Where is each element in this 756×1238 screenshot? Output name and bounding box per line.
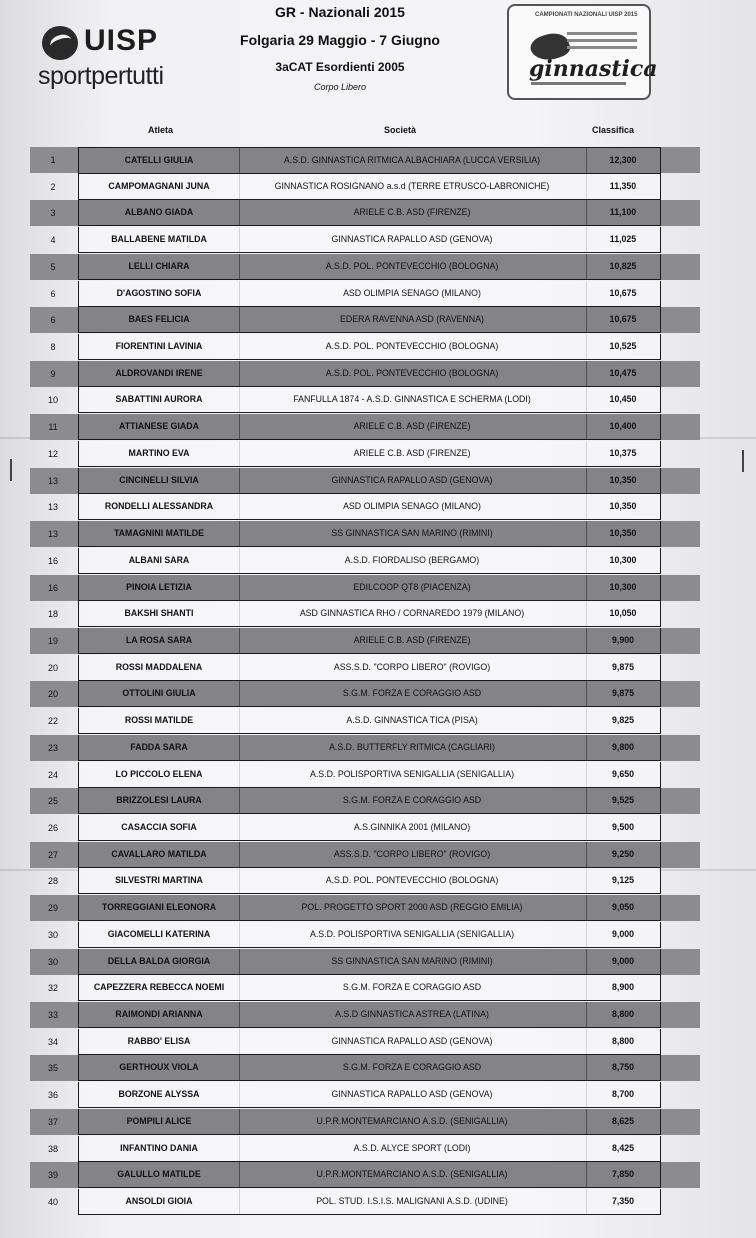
- club-cell: A.S.D. POL. PONTEVECCHIO (BOLOGNA): [238, 361, 587, 387]
- table-row: [30, 441, 700, 467]
- table-row: [30, 1109, 700, 1135]
- score-cell: 7,350: [586, 1189, 661, 1215]
- uisp-logo-icon: [42, 26, 78, 60]
- club-cell: A.S.D. ALYCE SPORT (LODI): [238, 1136, 587, 1162]
- column-header-athlete: Atleta: [148, 125, 174, 135]
- athlete-cell: CAMPOMAGNANI JUNA: [78, 174, 240, 200]
- club-cell: A.S.D. POLISPORTIVA SENIGALLIA (SENIGALLIA): [238, 922, 587, 948]
- table-row: [30, 1002, 700, 1028]
- club-cell: A.S.D. FIORDALISO (BERGAMO): [238, 548, 587, 574]
- rank-cell: 20: [47, 663, 58, 673]
- athlete-cell: FADDA SARA: [78, 735, 240, 761]
- club-cell: A.S.D. POLISPORTIVA SENIGALLIA (SENIGALLIA): [238, 762, 587, 788]
- athlete-cell: SABATTINI AURORA: [78, 387, 240, 413]
- rank-cell: 3: [50, 208, 56, 218]
- score-cell: 10,375: [586, 441, 661, 467]
- score-cell: 8,800: [586, 1029, 661, 1055]
- athlete-cell: MARTINO EVA: [78, 441, 240, 467]
- table-row: [30, 1082, 700, 1108]
- table-row: [30, 361, 700, 387]
- athlete-cell: RAIMONDI ARIANNA: [78, 1002, 240, 1028]
- score-cell: 9,525: [586, 788, 661, 814]
- table-row: [30, 681, 700, 707]
- club-cell: EDILCOOP QT8 (PIACENZA): [238, 575, 587, 601]
- club-cell: ARIELE C.B. ASD (FIRENZE): [238, 441, 587, 467]
- rank-cell: 30: [47, 930, 58, 940]
- badge-caption: CAMPIONATI NAZIONALI UISP 2015: [535, 12, 638, 18]
- athlete-cell: BORZONE ALYSSA: [78, 1082, 240, 1108]
- rank-cell: 20: [47, 689, 58, 699]
- score-cell: 10,350: [586, 521, 661, 547]
- score-cell: 11,350: [586, 174, 661, 200]
- club-cell: SS GINNASTICA SAN MARINO (RIMINI): [238, 521, 587, 547]
- club-cell: A.S.D. BUTTERFLY RITMICA (CAGLIARI): [238, 735, 587, 761]
- score-cell: 11,100: [586, 200, 661, 226]
- club-cell: GINNASTICA RAPALLO ASD (GENOVA): [238, 468, 587, 494]
- table-row: [30, 227, 700, 253]
- club-cell: S.G.M. FORZA E CORAGGIO ASD: [238, 1055, 587, 1081]
- club-cell: A.S.D. POL. PONTEVECCHIO (BOLOGNA): [238, 868, 587, 894]
- score-cell: 8,900: [586, 975, 661, 1001]
- table-row: [30, 655, 700, 681]
- table-row: [30, 1136, 700, 1162]
- score-cell: 9,825: [586, 708, 661, 734]
- rank-cell: 40: [47, 1197, 58, 1207]
- athlete-cell: GERTHOUX VIOLA: [78, 1055, 240, 1081]
- rank-cell: 30: [47, 957, 58, 967]
- table-row: [30, 842, 700, 868]
- club-cell: ARIELE C.B. ASD (FIRENZE): [238, 414, 587, 440]
- club-cell: U.P.R.MONTEMARCIANO A.S.D. (SENIGALLIA): [238, 1109, 587, 1135]
- table-row: [30, 868, 700, 894]
- athlete-cell: CINCINELLI SILVIA: [78, 468, 240, 494]
- score-cell: 9,650: [586, 762, 661, 788]
- rank-cell: 2: [50, 182, 56, 192]
- club-cell: A.S.D GINNASTICA ASTREA (LATINA): [238, 1002, 587, 1028]
- score-cell: 9,800: [586, 735, 661, 761]
- table-row: [30, 735, 700, 761]
- athlete-cell: DELLA BALDA GIORGIA: [78, 949, 240, 975]
- athlete-cell: LELLI CHIARA: [78, 254, 240, 280]
- rank-cell: 28: [47, 876, 58, 886]
- score-cell: 10,350: [586, 468, 661, 494]
- rank-cell: 22: [47, 716, 58, 726]
- score-cell: 12,300: [586, 147, 661, 174]
- club-cell: ARIELE C.B. ASD (FIRENZE): [238, 628, 587, 654]
- athlete-cell: PINOIA LETIZIA: [78, 575, 240, 601]
- ginnastica-badge: [507, 4, 658, 100]
- score-cell: 8,750: [586, 1055, 661, 1081]
- table-row: [30, 708, 700, 734]
- rank-cell: 13: [47, 502, 58, 512]
- athlete-cell: ALDROVANDI IRENE: [78, 361, 240, 387]
- rank-cell: 26: [47, 823, 58, 833]
- rank-cell: 10: [47, 395, 58, 405]
- club-cell: POL. PROGETTO SPORT 2000 ASD (REGGIO EMILIA): [238, 895, 587, 921]
- rank-cell: 9: [50, 369, 56, 379]
- score-cell: 9,000: [586, 922, 661, 948]
- rank-cell: 36: [47, 1090, 58, 1100]
- logo-tagline: sportpertutti: [38, 62, 164, 90]
- category-title: 3aCAT Esordienti 2005: [275, 60, 405, 74]
- score-cell: 9,875: [586, 655, 661, 681]
- table-row: [30, 254, 700, 280]
- athlete-cell: ROSSI MATILDE: [78, 708, 240, 734]
- score-cell: 9,125: [586, 868, 661, 894]
- table-row: [30, 1029, 700, 1055]
- athlete-cell: GIACOMELLI KATERINA: [78, 922, 240, 948]
- rank-cell: 34: [47, 1037, 58, 1047]
- athlete-cell: CATELLI GIULIA: [78, 147, 240, 174]
- club-cell: FANFULLA 1874 - A.S.D. GINNASTICA E SCHERMA (LODI): [238, 387, 587, 413]
- table-row: [30, 468, 700, 494]
- table-row: [30, 1162, 700, 1188]
- rank-cell: 16: [47, 583, 58, 593]
- margin-mark: [742, 450, 744, 472]
- table-row: [30, 1189, 700, 1215]
- column-header-club: Società: [384, 125, 417, 135]
- score-cell: 8,700: [586, 1082, 661, 1108]
- rank-cell: 38: [47, 1144, 58, 1154]
- table-row: [30, 975, 700, 1001]
- score-cell: 8,425: [586, 1136, 661, 1162]
- rank-cell: 18: [47, 609, 58, 619]
- score-cell: 10,050: [586, 601, 661, 627]
- table-row: [30, 575, 700, 601]
- athlete-cell: ROSSI MADDALENA: [78, 655, 240, 681]
- club-cell: U.P.R.MONTEMARCIANO A.S.D. (SENIGALLIA): [238, 1162, 587, 1188]
- rank-cell: 24: [47, 770, 58, 780]
- rank-cell: 23: [47, 743, 58, 753]
- club-cell: GINNASTICA RAPALLO ASD (GENOVA): [238, 1082, 587, 1108]
- rank-cell: 12: [47, 449, 58, 459]
- athlete-cell: SILVESTRI MARTINA: [78, 868, 240, 894]
- score-cell: 10,475: [586, 361, 661, 387]
- athlete-cell: POMPILI ALICE: [78, 1109, 240, 1135]
- table-row: [30, 762, 700, 788]
- score-cell: 10,825: [586, 254, 661, 280]
- athlete-cell: TAMAGNINI MATILDE: [78, 521, 240, 547]
- badge-text-lines: [567, 32, 637, 53]
- club-cell: ASD OLIMPIA SENAGO (MILANO): [238, 494, 587, 520]
- athlete-cell: ALBANI SARA: [78, 548, 240, 574]
- document-title: GR - Nazionali 2015: [275, 4, 405, 20]
- table-row: [30, 414, 700, 440]
- score-cell: 11,025: [586, 227, 661, 253]
- club-cell: A.S.D. GINNASTICA TICA (PISA): [238, 708, 587, 734]
- table-row: [30, 949, 700, 975]
- score-cell: 10,450: [586, 387, 661, 413]
- table-row: [30, 334, 700, 360]
- club-cell: GINNASTICA RAPALLO ASD (GENOVA): [238, 1029, 587, 1055]
- athlete-cell: BAES FELICIA: [78, 307, 240, 333]
- table-row: [30, 200, 700, 226]
- column-header-score: Classifica: [592, 125, 635, 135]
- rank-cell: 32: [47, 983, 58, 993]
- rank-cell: 6: [50, 315, 56, 325]
- rank-cell: 35: [47, 1063, 58, 1073]
- athlete-cell: LA ROSA SARA: [78, 628, 240, 654]
- table-row: [30, 548, 700, 574]
- club-cell: S.G.M. FORZA E CORAGGIO ASD: [238, 975, 587, 1001]
- table-row: [30, 922, 700, 948]
- table-row: [30, 1055, 700, 1081]
- score-cell: 9,250: [586, 842, 661, 868]
- rank-cell: 19: [47, 636, 58, 646]
- athlete-cell: RABBO' ELISA: [78, 1029, 240, 1055]
- rank-cell: 27: [47, 850, 58, 860]
- club-cell: S.G.M. FORZA E CORAGGIO ASD: [238, 788, 587, 814]
- score-cell: 8,800: [586, 1002, 661, 1028]
- athlete-cell: CASACCIA SOFIA: [78, 815, 240, 841]
- athlete-cell: D'AGOSTINO SOFIA: [78, 281, 240, 307]
- table-row: [30, 601, 700, 627]
- table-row: [30, 147, 700, 173]
- rank-cell: 39: [47, 1170, 58, 1180]
- athlete-cell: TORREGGIANI ELEONORA: [78, 895, 240, 921]
- score-cell: 9,500: [586, 815, 661, 841]
- athlete-cell: LO PICCOLO ELENA: [78, 762, 240, 788]
- rank-cell: 6: [50, 289, 56, 299]
- score-cell: 9,875: [586, 681, 661, 707]
- rank-cell: 4: [50, 235, 56, 245]
- location-dates: Folgaria 29 Maggio - 7 Giugno: [240, 32, 440, 48]
- table-row: [30, 174, 700, 200]
- club-cell: ARIELE C.B. ASD (FIRENZE): [238, 200, 587, 226]
- athlete-cell: INFANTINO DANIA: [78, 1136, 240, 1162]
- club-cell: ASS.S.D. "CORPO LIBERO" (ROVIGO): [238, 655, 587, 681]
- club-cell: A.S.D. POL. PONTEVECCHIO (BOLOGNA): [238, 254, 587, 280]
- score-cell: 10,350: [586, 494, 661, 520]
- rank-cell: 25: [47, 796, 58, 806]
- athlete-cell: ATTIANESE GIADA: [78, 414, 240, 440]
- athlete-cell: OTTOLINI GIULIA: [78, 681, 240, 707]
- badge-underline: [531, 82, 626, 85]
- score-cell: 8,625: [586, 1109, 661, 1135]
- athlete-cell: BRIZZOLESI LAURA: [78, 788, 240, 814]
- badge-wordmark: ginnastica: [529, 56, 658, 82]
- athlete-cell: ANSOLDI GIOIA: [78, 1189, 240, 1215]
- score-cell: 9,050: [586, 895, 661, 921]
- score-cell: 10,300: [586, 548, 661, 574]
- table-row: [30, 307, 700, 333]
- club-cell: A.S.D. POL. PONTEVECCHIO (BOLOGNA): [238, 334, 587, 360]
- athlete-cell: BAKSHI SHANTI: [78, 601, 240, 627]
- rank-cell: 13: [47, 529, 58, 539]
- table-row: [30, 628, 700, 654]
- rank-cell: 8: [50, 342, 56, 352]
- score-cell: 10,675: [586, 307, 661, 333]
- club-cell: POL. STUD. I.S.I.S. MALIGNANI A.S.D. (UDINE): [238, 1189, 587, 1215]
- athlete-cell: ALBANO GIADA: [78, 200, 240, 226]
- rank-cell: 29: [47, 903, 58, 913]
- rank-cell: 11: [48, 422, 58, 432]
- rank-cell: 1: [50, 155, 56, 165]
- logo-uisp-text: UISP: [84, 24, 159, 57]
- score-cell: 10,400: [586, 414, 661, 440]
- club-cell: ASS.S.D. "CORPO LIBERO" (ROVIGO): [238, 842, 587, 868]
- score-cell: 9,900: [586, 628, 661, 654]
- athlete-cell: FIORENTINI LAVINIA: [78, 334, 240, 360]
- athlete-cell: GALULLO MATILDE: [78, 1162, 240, 1188]
- athlete-cell: CAVALLARO MATILDA: [78, 842, 240, 868]
- rank-cell: 37: [47, 1117, 58, 1127]
- athlete-cell: CAPEZZERA REBECCA NOEMI: [78, 975, 240, 1001]
- score-cell: 10,525: [586, 334, 661, 360]
- club-cell: ASD GINNASTICA RHO / CORNAREDO 1979 (MILANO): [238, 601, 587, 627]
- rank-cell: 13: [47, 476, 58, 486]
- club-cell: EDERA RAVENNA ASD (RAVENNA): [238, 307, 587, 333]
- club-cell: GINNASTICA ROSIGNANO a.s.d (TERRE ETRUSCO-LABRONICHE): [238, 174, 587, 200]
- table-row: [30, 387, 700, 413]
- club-cell: ASD OLIMPIA SENAGO (MILANO): [238, 281, 587, 307]
- rank-cell: 16: [47, 556, 58, 566]
- table-row: [30, 815, 700, 841]
- score-cell: 9,000: [586, 949, 661, 975]
- table-row: [30, 281, 700, 307]
- club-cell: A.S.D. GINNASTICA RITMICA ALBACHIARA (LUCCA VERSILIA): [238, 147, 587, 174]
- table-row: [30, 895, 700, 921]
- score-cell: 7,850: [586, 1162, 661, 1188]
- uisp-logo: [38, 24, 188, 94]
- score-cell: 10,300: [586, 575, 661, 601]
- table-row: [30, 494, 700, 520]
- discipline-subtitle: Corpo Libero: [313, 82, 367, 92]
- club-cell: SS GINNASTICA SAN MARINO (RIMINI): [238, 949, 587, 975]
- table-row: [30, 521, 700, 547]
- margin-mark: [10, 459, 12, 481]
- table-row: [30, 788, 700, 814]
- club-cell: S.G.M. FORZA E CORAGGIO ASD: [238, 681, 587, 707]
- athlete-cell: BALLABENE MATILDA: [78, 227, 240, 253]
- club-cell: A.S.GINNIKA 2001 (MILANO): [238, 815, 587, 841]
- athlete-cell: RONDELLI ALESSANDRA: [78, 494, 240, 520]
- club-cell: GINNASTICA RAPALLO ASD (GENOVA): [238, 227, 587, 253]
- rank-cell: 5: [50, 262, 56, 272]
- score-cell: 10,675: [586, 281, 661, 307]
- rank-cell: 33: [47, 1010, 58, 1020]
